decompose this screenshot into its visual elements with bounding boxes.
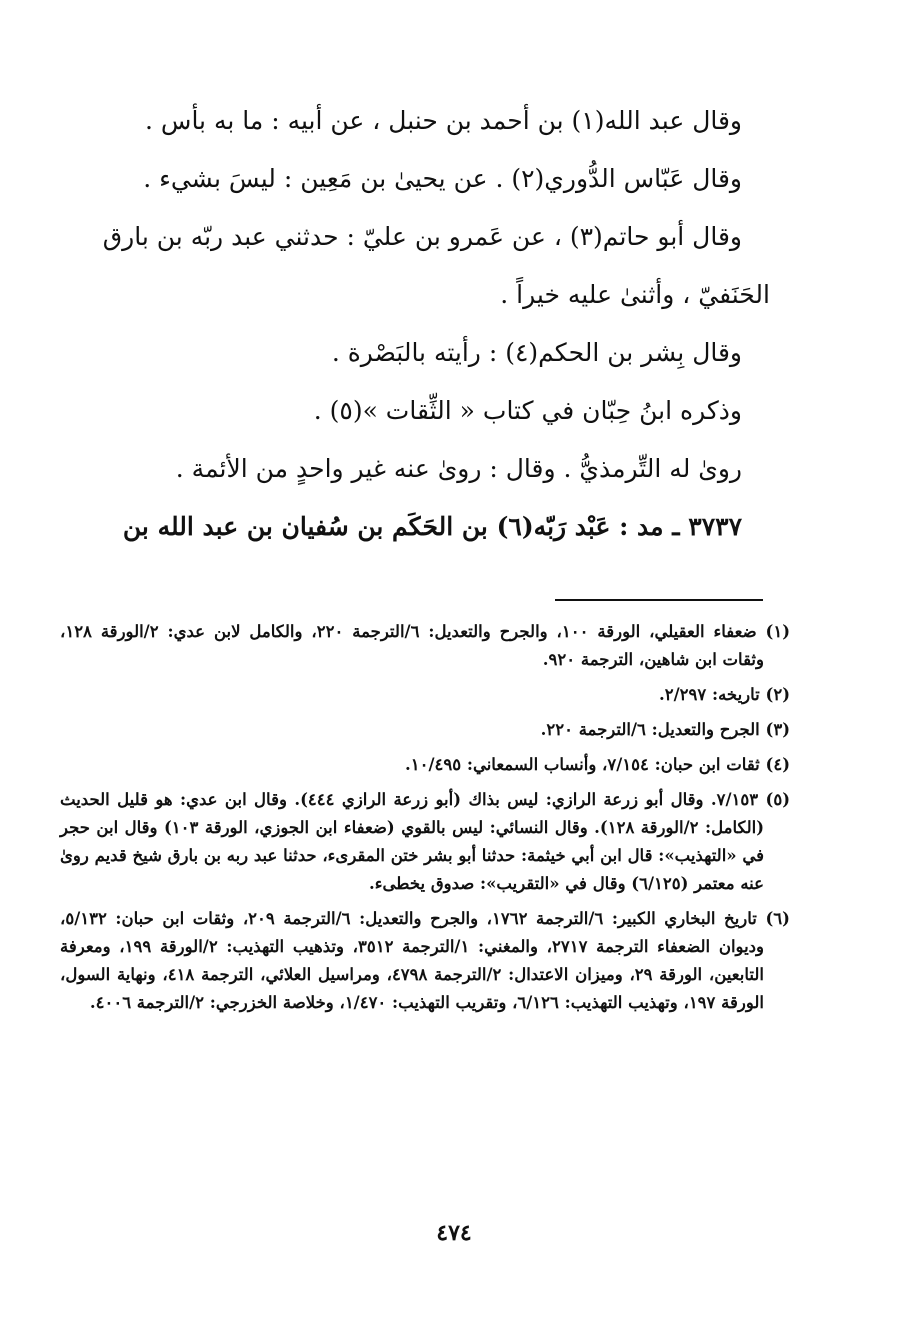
text-line: روىٰ له التِّرمذيُّ . وقال : روىٰ عنه غير واحدٍ من الأئمة . bbox=[175, 454, 742, 483]
text-line: وقال بِشر بن الحكم(٤) : رأيته بالبَصْرة . bbox=[331, 338, 742, 367]
text-line: وذكره ابنُ حِبّان في كتاب « الثِّقات »(٥) . bbox=[313, 396, 742, 425]
text-line: وقال أبو حاتم(٣) ، عن عَمرو بن عليّ : حدثني عبد ربّه بن بارق bbox=[102, 222, 742, 251]
entry-heading: ٣٧٣٧ ـ مد : عَبْد رَبّه(٦) بن الحَكَم بن سُفيان بن عبد الله بن bbox=[122, 512, 742, 541]
footnote: (٥) ٧/١٥٣. وقال أبو زرعة الرازي: ليس بذاك (أبو زرعة الرازي ٤٤٤). وقال ابن عدي: هو قليل الحديث (الكامل: ٢/الورقة ١٢٨). وقال النسائي: ليس بالقوي (ضعفاء ابن الجوزي، الورقة ١٠٣) وقال ابن حجر في «التهذيب»: قال ابن أبي خيثمة: حدثنا أبو بشر ختن المقرىء، حدثنا عبد ربه بن بارق شيخ قديم روىٰ عنه معتمر (٦/١٢٥) وقال في «التقريب»: صدوق يخطىء. bbox=[60, 790, 790, 893]
footnote: (٢) تاريخه: ٢/٢٩٧. bbox=[659, 685, 790, 704]
text-line: الحَنَفيّ ، وأثنىٰ عليه خيراً . bbox=[500, 280, 770, 309]
text-line: وقال عبد الله(١) بن أحمد بن حنبل ، عن أبيه : ما به بأس . bbox=[145, 106, 742, 135]
footnote: (٦) تاريخ البخاري الكبير: ٦/الترجمة ١٧٦٢، والجرح والتعديل: ٦/الترجمة ٢٠٩، وثقات ابن حبان: ٥/١٣٢، وديوان الضعفاء الترجمة ٢٧١٧، والمغني: ١/الترجمة ٣٥١٢، وتذهيب التهذيب: ٢/الورقة ١٩٩، ومعرفة التابعين، الورقة ٢٩، وميزان الاعتدال: ٢/الترجمة ٤٧٩٨، ومراسيل العلائي، الترجمة ٤١٨، ونهاية السول، الورقة ١٩٧، وتهذيب التهذيب: ٦/١٢٦، وتقريب التهذيب: ١/٤٧٠، وخلاصة الخزرجي: ٢/الترجمة ٤٠٠٦. bbox=[60, 909, 790, 1012]
footnote: (١) ضعفاء العقيلي، الورقة ١٠٠، والجرح والتعديل: ٦/الترجمة ٢٢٠، والكامل لابن عدي: ٢/الورقة ١٢٨، وثقات ابن شاهين، الترجمة ٩٢٠. bbox=[60, 622, 791, 669]
page-number: ٤٧٤ bbox=[436, 1220, 472, 1246]
footnote: (٣) الجرح والتعديل: ٦/الترجمة ٢٢٠. bbox=[540, 720, 790, 739]
footnotes bbox=[60, 618, 790, 1024]
footnote: (٤) ثقات ابن حبان: ٧/١٥٤، وأنساب السمعاني: ١٠/٤٩٥. bbox=[405, 755, 790, 774]
main-text bbox=[60, 92, 770, 556]
text-line: وقال عَبّاس الدُّوري(٢) . عن يحيىٰ بن مَعِين : ليسَ بشيء . bbox=[143, 164, 742, 193]
footnote-separator bbox=[555, 599, 763, 601]
